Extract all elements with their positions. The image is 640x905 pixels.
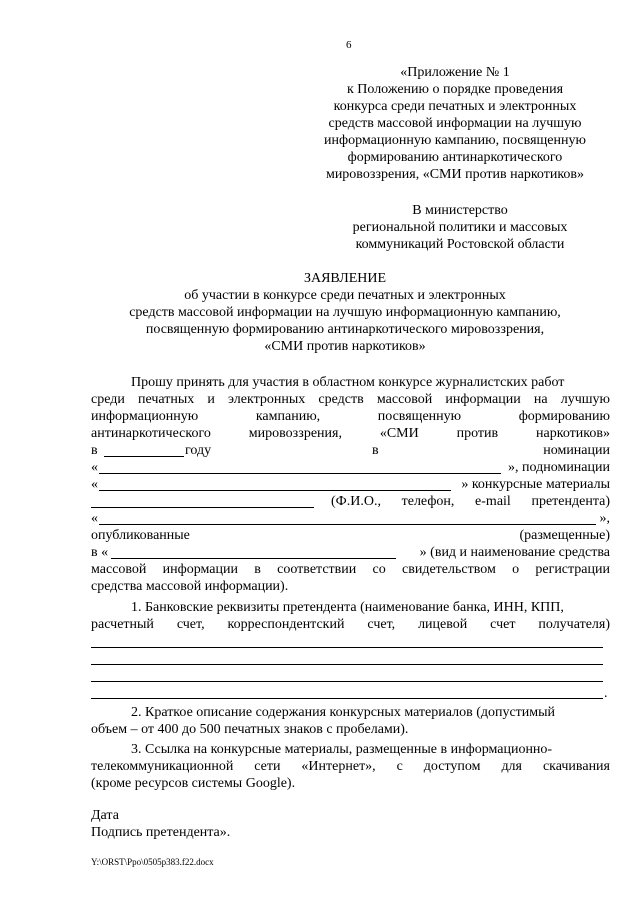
body-word: доступом [423,759,481,774]
quote-open: « [91,460,98,475]
body-word: в [91,443,98,458]
body-word: опубликованные [91,528,190,543]
body-word: против [456,426,499,441]
body-word: посвященную [377,409,462,424]
body-line: массовой информации в соответствии со свидетельством о регистрации [91,562,610,577]
quote-open: « [91,511,98,526]
body-word: претендента) [531,494,610,509]
body-line: среди печатных и электронных средств массовой информации на лучшую [91,392,610,407]
addressee-line: региональной политики и массовых [352,220,568,235]
body-word: для [501,759,522,774]
subtitle-line: посвященную формированию антинаркотического мировоззрения, [145,322,545,337]
item-3-line: (кроме ресурсов системы Google). [91,776,296,791]
applicant-caption [331,493,610,510]
body-word: » (вид и наименование средства [419,545,610,560]
body-word: кампанию, [255,409,321,424]
year-blank-field[interactable] [104,443,184,457]
body-line [91,408,610,425]
body-word: телефон, [401,494,455,509]
bank-details-line-4[interactable] [91,698,603,699]
body-word: номинации [543,443,610,458]
body-line: средства массовой информации). [91,579,289,594]
document-title: ЗАЯВЛЕНИЕ [303,271,387,286]
body-word: с [396,759,403,774]
body-word: », подноминации [508,460,610,475]
body-word: » конкурсные материалы [461,477,610,492]
body-word: расчетный [91,617,154,632]
quote-open: в « [91,545,109,560]
quote-open: « [91,477,98,492]
file-path-footer: Y:\ORST\Ppo\0505p383.f22.docx [91,857,214,867]
item-2-line: 2. Краткое описание содержания конкурсных материалов (допустимый [131,705,556,720]
bank-details-line-3[interactable] [91,681,603,682]
body-word: счет, [367,617,396,632]
signature-label: Подпись претендента». [91,825,231,840]
bank-details-end-dot: . [604,686,608,701]
addressee-line: В министерство [412,203,508,218]
body-word: антинаркотического [91,426,211,441]
subtitle-line: средств массовой информации на лучшую информационную кампанию, [129,305,561,320]
item-2-line: объем – от 400 до 500 печатных знаков с пробелами). [91,722,409,737]
body-word: «Интернет», [301,759,376,774]
body-word: сети [254,759,281,774]
appendix-line: мировоззрения, «СМИ против наркотиков» [325,167,585,182]
body-word: лицевой [418,617,468,632]
addressee-line: коммуникаций Ростовской области [355,237,565,252]
item-1-line: 1. Банковские реквизиты претендента (наименование банка, ИНН, КПП, [131,600,564,615]
body-word: информационную [91,409,199,424]
subtitle-line: «СМИ против наркотиков» [264,339,426,354]
body-word: счет, [176,617,205,632]
body-word: корреспондентский [227,617,345,632]
body-word: в [372,443,379,458]
media-blank-field[interactable] [111,545,396,559]
body-word: телекоммуникационной [91,759,234,774]
subnomination-blank-field[interactable] [99,477,451,491]
applicant-blank-field[interactable] [91,494,314,508]
appendix-line: информационную кампанию, посвященную [324,133,586,148]
body-line [91,425,610,442]
body-word: мировоззрения, [248,426,342,441]
body-word: скачивания [542,759,610,774]
appendix-line: формированию антинаркотического [347,150,563,165]
bank-details-line-1[interactable] [91,647,603,648]
body-word: e-mail [475,494,511,509]
bank-details-line-2[interactable] [91,664,603,665]
item-3-line: 3. Ссылка на конкурсные материалы, размещенные в информационно- [131,742,553,757]
body-word: (Ф.И.О., [331,494,381,509]
body-line: Прошу принять для участия в областном конкурсе журналистских работ [131,375,565,390]
appendix-line: конкурса среди печатных и электронных [333,99,577,114]
page-number: 6 [346,39,352,51]
item-3-line [91,758,610,775]
appendix-line: «Приложение № 1 [400,65,510,80]
appendix-line: средств массовой информации на лучшую [328,116,582,131]
item-1-line [91,616,610,633]
body-word: формированию [518,409,610,424]
body-word: получателя) [538,617,610,632]
date-label: Дата [91,808,119,823]
body-word: », [599,511,610,526]
body-word: (размещенные) [519,528,610,543]
material-title-blank-field[interactable] [99,511,596,525]
body-word: наркотиков» [536,426,610,441]
body-word: счет [490,617,516,632]
nomination-blank-field[interactable] [99,460,501,474]
body-word: году [185,443,212,458]
subtitle-line: об участии в конкурсе среди печатных и электронных [184,288,506,303]
appendix-line: к Положению о порядке проведения [346,82,564,97]
body-word: «СМИ [379,426,419,441]
